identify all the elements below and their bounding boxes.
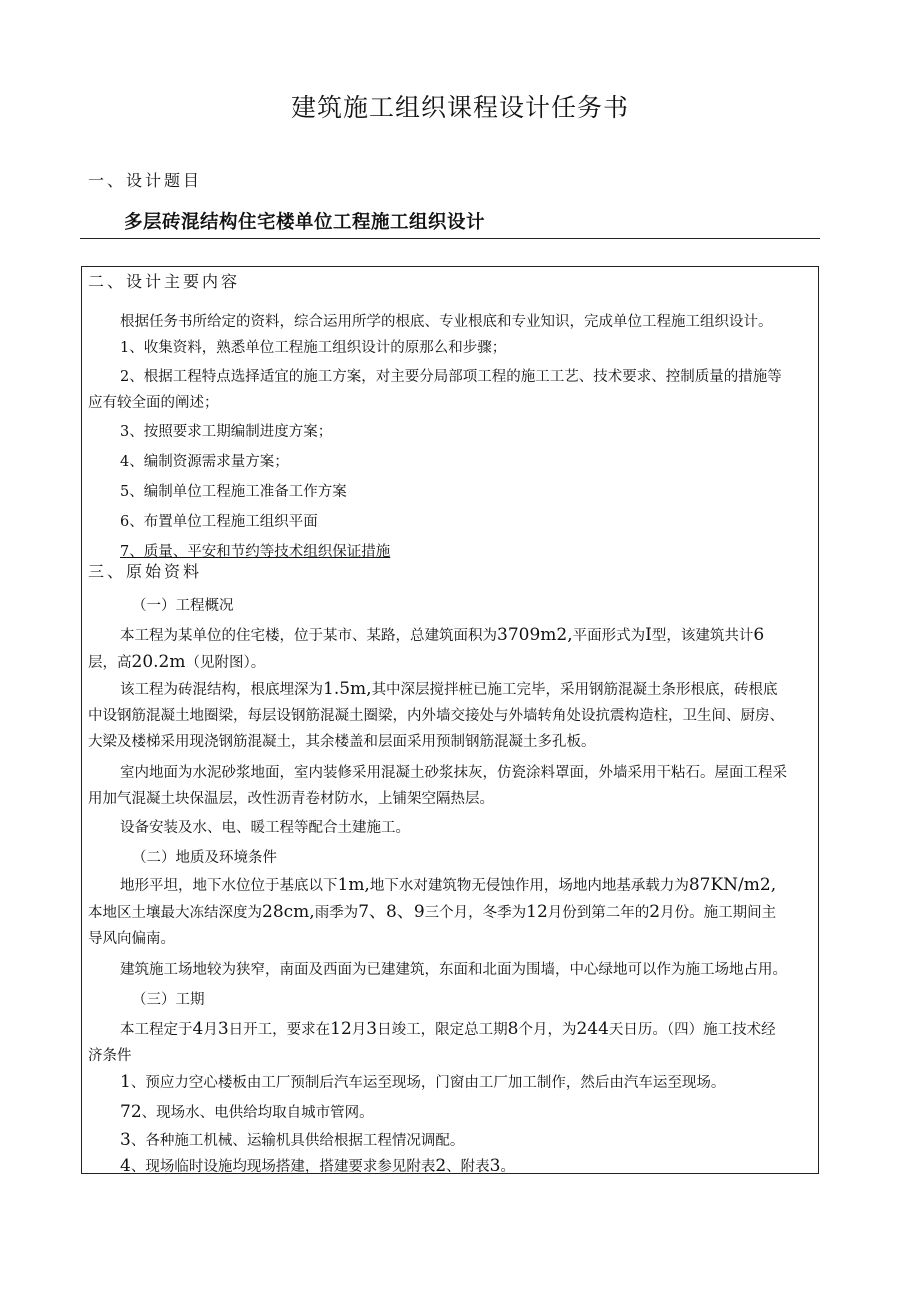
content-item-3: 3、按照要求工期编制进度方案； [120, 424, 333, 440]
geology-paragraph-1: 地形平坦，地下水位位于基底以下1m,地下水对建筑物无侵蚀作用，场地内地基承载力为87KN/m2,本地区土壤最大冻结深度为28cm,雨季为7、8、9三个月，冬季为12月份到第二年的2月份。施工期间主导风向偏南。 [88, 875, 777, 947]
section-3-heading: 三、原始资料 [88, 562, 203, 581]
subsection-overview-title: （一）工程概况 [132, 598, 234, 614]
content-item-5: 5、编制单位工程施工准备工作方案 [120, 484, 347, 500]
design-subject: 多层砖混结构住宅楼单位工程施工组织设计 [124, 212, 486, 233]
subsection-schedule-title: （三）工期 [132, 992, 205, 1008]
page-title: 建筑施工组织课程设计任务书 [290, 93, 629, 122]
condition-item-2: 72、现场水、电供给均取自城市管网。 [120, 1102, 374, 1122]
overview-paragraph-4: 设备安装及水、电、暖工程等配合土建施工。 [120, 820, 410, 836]
subject-underline [80, 238, 820, 239]
schedule-paragraph: 本工程定于4月3日开工，要求在12月3日竣工，限定总工期8个月，为244天日历。（四）施工技术经济条件 [88, 1019, 776, 1064]
section-2-intro: 根据任务书所给定的资料，综合运用所学的根底、专业根底和专业知识，完成单位工程施工组织设计。 [120, 314, 773, 330]
content-item-1: 1、收集资料，熟悉单位工程施工组织设计的原那么和步骤； [120, 340, 507, 356]
condition-item-4: 4、现场临时设施均现场搭建，搭建要求参见附表2、附表3。 [120, 1156, 515, 1176]
overview-paragraph-2: 该工程为砖混结构，根底埋深为1.5m,其中深层搅拌桩已施工完毕，采用钢筋混凝土条形根底，砖根底中设钢筋混凝土地圈梁，每层设钢筋混凝土圈梁，内外墙交接处与外墙转角处设抗震构造柱，卫生间、厨房、大梁及楼梯采用现浇钢筋混凝土，其余楼盖和层面采用预制钢筋混凝土多孔板。 [88, 679, 784, 750]
condition-item-1: 1、预应力空心楼板由工厂预制后汽车运至现场，门窗由工厂加工制作，然后由汽车运至现场。 [120, 1072, 726, 1092]
overview-paragraph-1: 本工程为某单位的住宅楼，位于某市、某路，总建筑面积为3709m2,平面形式为I型，该建筑共计6层，高20.2m（见附图）。 [88, 625, 765, 672]
content-item-6: 6、布置单位工程施工组织平面 [120, 514, 318, 530]
content-item-4: 4、编制资源需求量方案； [120, 454, 289, 470]
content-item-7: 7、质量、平安和节约等技术组织保证措施 [120, 544, 391, 560]
section-1-heading: 一、设计题目 [88, 171, 203, 190]
condition-item-3: 3、各种施工机械、运输机具供给根据工程情况调配。 [120, 1130, 465, 1150]
geology-paragraph-2: 建筑施工场地较为狭窄，南面及西面为已建建筑，东面和北面为围墙，中心绿地可以作为施工场地占用。 [120, 962, 787, 978]
section-2-heading: 二、设计主要内容 [88, 272, 241, 291]
subsection-geology-title: （二）地质及环境条件 [132, 850, 277, 866]
content-item-2: 2、根据工程特点选择适宜的施工方案，对主要分局部项工程的施工工艺、技术要求、控制质量的措施等应有较全面的阐述； [88, 369, 782, 411]
overview-paragraph-3: 室内地面为水泥砂浆地面，室内装修采用混凝土砂浆抹灰，仿瓷涂料罩面，外墙采用干粘石。屋面工程采用加气混凝土块保温层，改性沥青卷材防水，上铺架空隔热层。 [88, 765, 787, 807]
